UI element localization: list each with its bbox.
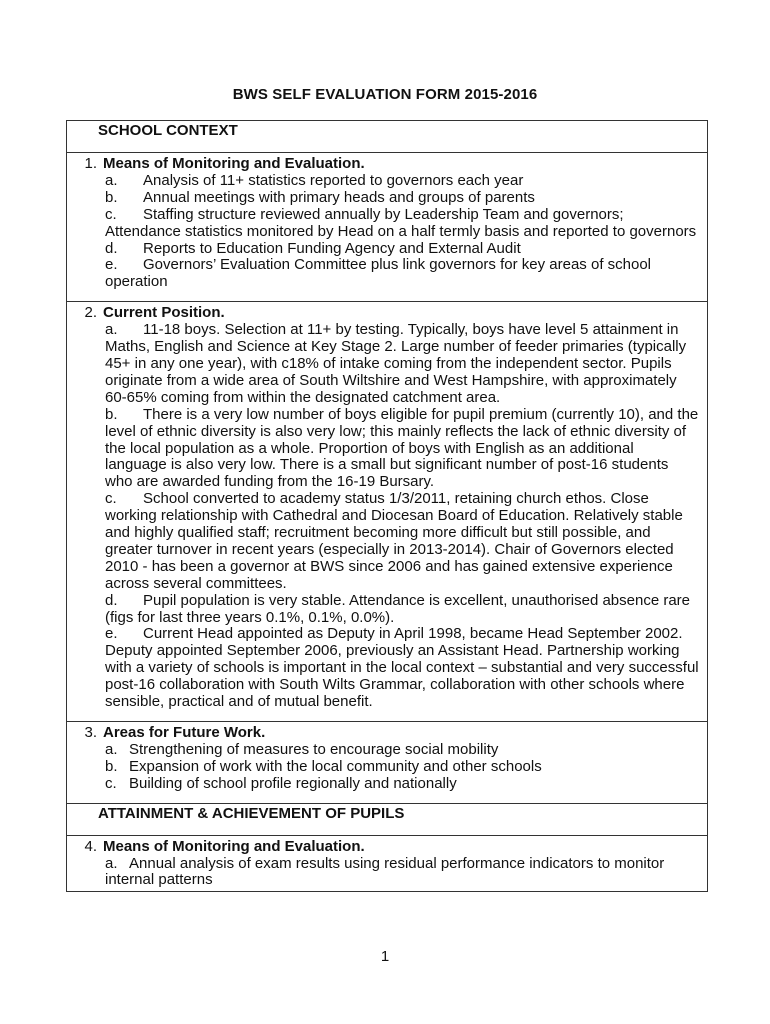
page-number: 1	[380, 948, 390, 965]
item-label: e.	[105, 625, 118, 643]
item-text: Analysis of 11+ statistics reported to governors each year	[143, 171, 524, 189]
section-number: 1.	[84, 155, 97, 172]
item-text: Reports to Education Funding Agency and External Audit	[143, 239, 521, 257]
section-header-school-context	[67, 121, 707, 153]
list-item	[75, 626, 699, 711]
section-4	[67, 836, 707, 892]
item-label: a.	[105, 854, 118, 872]
list-item	[75, 407, 699, 492]
item-label: c.	[105, 490, 117, 508]
item-text: Current Head appointed as Deputy in April 1998, became Head September 2002. Deputy appointed September 2006, previously an Assistant Head. Partnership working with a variety of schools is important in the local context – substantial and very successful post-16 collaboration with South Wilts Grammar, collaboration with other schools where sensible, practical and of mutual benefit.	[105, 625, 699, 711]
section-heading-label: Means of Monitoring and Evaluation.	[103, 155, 365, 172]
section-heading	[75, 839, 699, 856]
item-text: Building of school profile regionally and nationally	[129, 774, 457, 792]
section-number: 4.	[84, 837, 97, 855]
list-item	[75, 173, 699, 190]
list-item	[75, 491, 699, 592]
list-item	[75, 190, 699, 207]
item-label: d.	[105, 591, 118, 609]
item-text: There is a very low number of boys eligible for pupil premium (currently 10), and the level of ethnic diversity is also very low; this mainly reflects the lack of ethnic diversity of the local population as a whole. Proportion of boys with English as an additional language is also very low. There is a small but significant number of post-16 students who are awarded funding from the 16-19 Bursary.	[105, 405, 699, 491]
section-3	[67, 722, 707, 804]
item-text: Annual analysis of exam results using residual performance indicators to monitor internal patterns	[105, 854, 665, 889]
section-header-attainment	[67, 804, 707, 836]
list-item	[75, 759, 699, 776]
item-text: Annual meetings with primary heads and groups of parents	[143, 188, 535, 206]
item-label: c.	[105, 205, 117, 223]
item-text: Pupil population is very stable. Attendance is excellent, unauthorised absence rare (figs for last three years 0.1%, 0.1%, 0.0%).	[105, 591, 691, 626]
item-label: b.	[105, 188, 118, 206]
list-item	[75, 207, 699, 241]
item-label: d.	[105, 239, 118, 257]
list-item	[75, 856, 699, 890]
item-label: c.	[105, 774, 117, 792]
section-number: 3.	[84, 724, 97, 741]
section-title: ATTAINMENT & ACHIEVEMENT OF PUPILS	[98, 804, 405, 822]
section-title: SCHOOL CONTEXT	[98, 122, 238, 139]
item-label: b.	[105, 757, 118, 775]
section-heading	[75, 305, 699, 322]
section-heading	[75, 725, 699, 742]
item-text: 11-18 boys. Selection at 11+ by testing. Typically, boys have level 5 attainment in Maths, English and Science at Key Stage 2. Large number of feeder primaries (typically 45+ in any one year), with c18% of intake coming from the independent sector. Pupils originate from a wide area of South Wiltshire and West Hampshire, with approximately 60-65% coming from within the designated catchment area.	[105, 321, 687, 406]
section-heading	[75, 156, 699, 173]
list-item	[75, 593, 699, 627]
list-item	[75, 742, 699, 759]
section-2	[67, 302, 707, 722]
evaluation-table	[66, 120, 708, 892]
item-text: Expansion of work with the local community and other schools	[129, 757, 542, 775]
item-label: a.	[105, 321, 118, 339]
section-heading-label: Current Position.	[103, 304, 225, 322]
document-title: BWS SELF EVALUATION FORM 2015-2016	[232, 86, 538, 103]
list-item	[75, 776, 699, 793]
item-text: Strengthening of measures to encourage social mobility	[129, 740, 499, 758]
section-heading-label: Means of Monitoring and Evaluation.	[103, 837, 365, 855]
item-text: Staffing structure reviewed annually by Leadership Team and governors; Attendance statistics monitored by Head on a half termly basis and reported to governors	[105, 205, 697, 240]
item-text: School converted to academy status 1/3/2011, retaining church ethos. Close working relationship with Cathedral and Diocesan Board of Education. Relatively stable and highly qualified staff; recruitment becoming more difficult but still possible, and greater turnover in recent years (especially in 2013-2014). Chair of Governors elected 2010 - has been a governor at BWS since 2006 and has gained extensive experience across several committees.	[105, 490, 683, 592]
item-text: Governors’ Evaluation Committee plus link governors for key areas of school operation	[105, 256, 652, 291]
item-label: a.	[105, 171, 118, 189]
item-label: a.	[105, 740, 118, 758]
section-number: 2.	[84, 304, 97, 322]
item-label: e.	[105, 256, 118, 274]
section-heading-label: Areas for Future Work.	[103, 724, 266, 741]
list-item	[75, 322, 699, 407]
item-label: b.	[105, 405, 118, 423]
section-1	[67, 153, 707, 302]
list-item	[75, 241, 699, 258]
list-item	[75, 257, 699, 291]
